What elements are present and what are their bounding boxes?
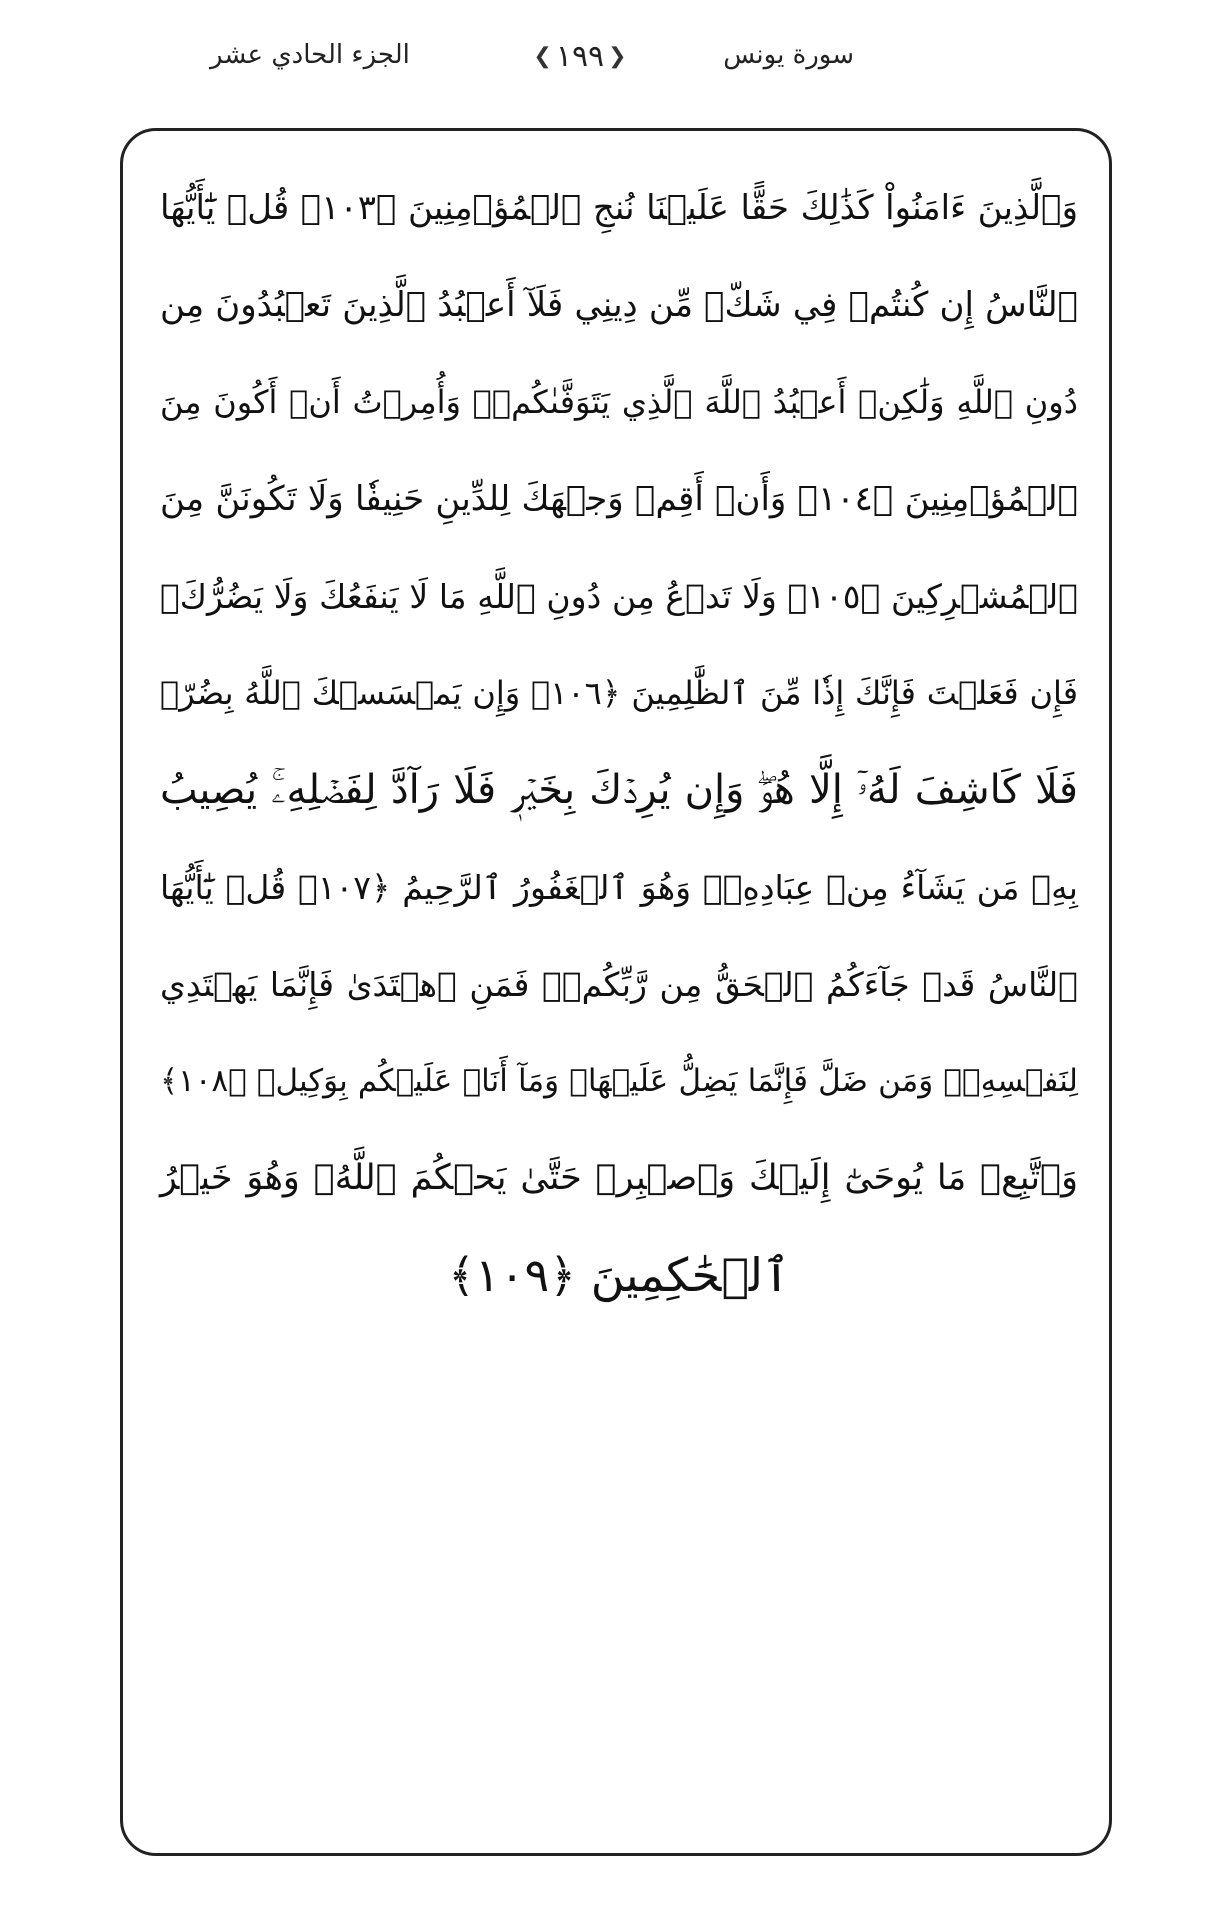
verse-line-8: بِهِۦ مَن يَشَآءُ مِنۡ عِبَادِهِۦۚ وَهُوَ ٱلۡغَفُورُ ٱلرَّحِيمُ ﴿١٠٧﴾ قُلۡ يَٰٓأَيُّهَا [160, 868, 1078, 907]
page-number-badge [520, 34, 640, 78]
verse-line-10: لِنَفۡسِهِۦۖ وَمَن ضَلَّ فَإِنَّمَا يَضِلُّ عَلَيۡهَاۖ وَمَآ أَنَا۠ عَلَيۡكُم بِوَكِيلٖ ﴿١٠٨﴾ [160, 1063, 1078, 1099]
ornament-right-icon: ❯ [608, 43, 627, 69]
verse-line-5: ٱلۡمُشۡرِكِينَ ﴿١٠٥﴾ وَلَا تَدۡعُ مِن دُونِ ٱللَّهِ مَا لَا يَنفَعُكَ وَلَا يَضُرُّكَۖ [160, 577, 1078, 616]
verse-line-11: وَٱتَّبِعۡ مَا يُوحَىٰٓ إِلَيۡكَ وَٱصۡبِرۡ حَتَّىٰ يَحۡكُمَ ٱللَّهُۚ وَهُوَ خَيۡرُ [160, 1158, 1078, 1198]
verse-line-9: ٱلنَّاسُ قَدۡ جَآءَكُمُ ٱلۡحَقُّ مِن رَّبِّكُمۡۖ فَمَنِ ٱهۡتَدَىٰ فَإِنَّمَا يَهۡتَدِي [160, 965, 1078, 1004]
verse-line-6: فَإِن فَعَلۡتَ فَإِنَّكَ إِذٗا مِّنَ ٱلظَّٰلِمِينَ ﴿١٠٦﴾ وَإِن يَمۡسَسۡكَ ٱللَّهُ بِضُرّٖ [160, 674, 1078, 712]
page-number: ١٩٩ [555, 38, 605, 74]
verse-line-3: دُونِ ٱللَّهِ وَلَٰكِنۡ أَعۡبُدُ ٱللَّهَ ٱلَّذِي يَتَوَفَّىٰكُمۡۖ وَأُمِرۡتُ أَنۡ أَكُونَ مِنَ [160, 383, 1078, 421]
verse-line-12: ٱلۡحَٰكِمِينَ ﴿١٠٩﴾ [448, 1248, 790, 1302]
juz-label: الجزء الحادي عشر [210, 40, 410, 70]
verse-line-7: فَلَا كَاشِفَ لَهُۥٓ إِلَّا هُوَۖ وَإِن يُرِدۡكَ بِخَيۡرٖ فَلَا رَآدَّ لِفَضۡلِهِۦۚ يُصِيبُ [160, 767, 1078, 813]
surah-name: سورة يونس [723, 40, 854, 70]
page-header [0, 30, 1214, 90]
ornament-left-icon: ❮ [533, 43, 552, 69]
verse-line-1: وَٱلَّذِينَ ءَامَنُواْ كَذَٰلِكَ حَقًّا عَلَيۡنَا نُنجِ ٱلۡمُؤۡمِنِينَ ﴿١٠٣﴾ قُلۡ يَٰٓأَيُّهَا [160, 188, 1078, 228]
verse-text-block [160, 160, 1078, 1324]
verse-line-4: ٱلۡمُؤۡمِنِينَ ﴿١٠٤﴾ وَأَنۡ أَقِمۡ وَجۡهَكَ لِلدِّينِ حَنِيفٗا وَلَا تَكُونَنَّ مِنَ [160, 479, 1079, 519]
verse-line-2: ٱلنَّاسُ إِن كُنتُمۡ فِي شَكّٖ مِّن دِينِي فَلَآ أَعۡبُدُ ٱلَّذِينَ تَعۡبُدُونَ مِن [160, 285, 1078, 325]
